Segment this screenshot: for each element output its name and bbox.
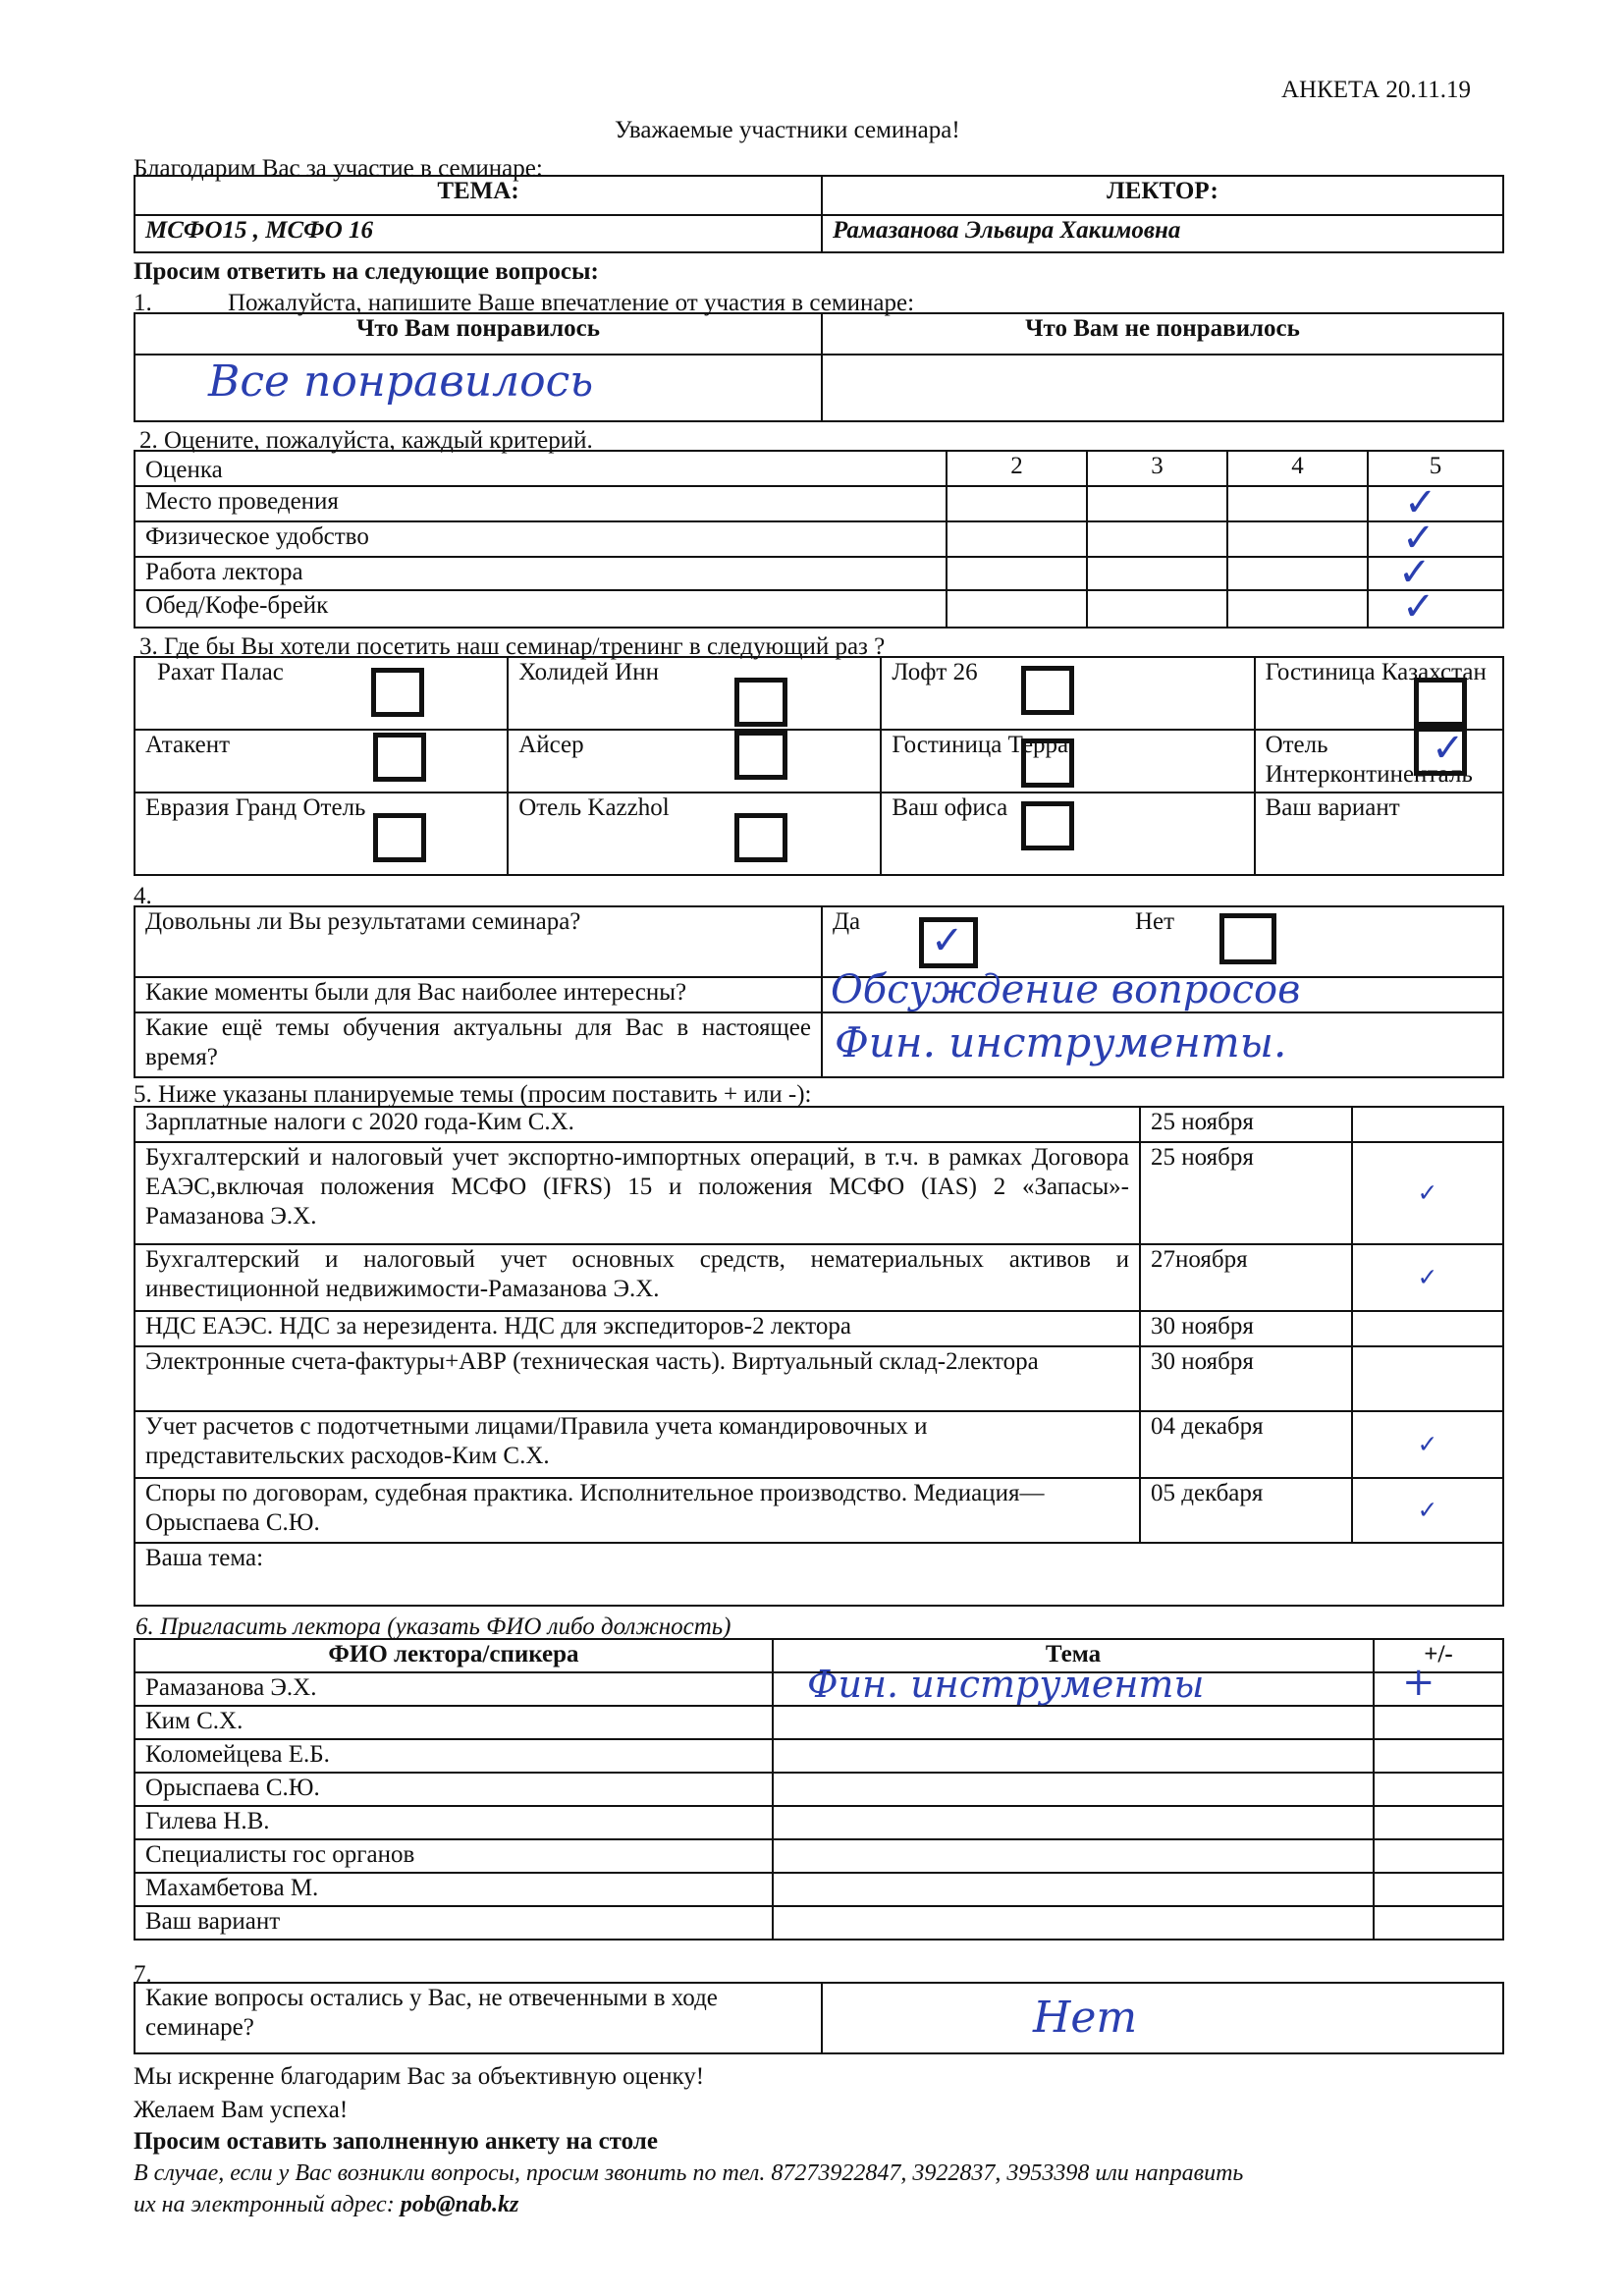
q7-answer-cell[interactable] <box>822 1983 1503 2053</box>
planned-date: 27ноября <box>1140 1244 1352 1311</box>
checkbox-holiday-inn[interactable] <box>734 678 787 727</box>
checkbox-aiser[interactable] <box>734 731 787 780</box>
venue-terra: Гостиница Терра <box>881 730 1254 793</box>
venue-rahat: Рахат Палас <box>135 657 508 730</box>
topic-value: МСФО15 , МСФО 16 <box>135 215 822 252</box>
checkbox-loft[interactable] <box>1021 666 1074 715</box>
your-topic[interactable]: Ваша тема: <box>135 1543 1503 1606</box>
lecturer-topic-cell[interactable] <box>773 1906 1374 1940</box>
disliked-header: Что Вам не понравилось <box>822 313 1503 355</box>
topic-table <box>134 175 1504 253</box>
q7-table <box>134 1982 1504 2054</box>
rating-cell[interactable] <box>1368 557 1503 590</box>
planned-date: 05 декбаря <box>1140 1478 1352 1543</box>
lecturer-mark-cell[interactable] <box>1374 1773 1503 1806</box>
q1-text: Пожалуйста, напишите Ваше впечатление от участия в семинаре: <box>228 290 915 316</box>
checkbox-rahat[interactable] <box>371 668 424 717</box>
criterion-venue: Место проведения <box>135 486 947 521</box>
rating-cell[interactable] <box>947 590 1087 628</box>
planned-topic: НДС ЕАЭС. НДС за нерезидента. НДС для экспедиторов-2 лектора <box>135 1311 1140 1346</box>
footer-wish: Желаем Вам успеха! <box>134 2097 349 2123</box>
lecturer-mark-cell[interactable] <box>1374 1706 1503 1739</box>
planned-date: 25 ноября <box>1140 1107 1352 1142</box>
planned-mark[interactable]: ✓ <box>1352 1478 1503 1543</box>
lecturer-mark-cell[interactable] <box>1374 1839 1503 1873</box>
footer-thanks: Мы искренне благодарим Вас за объективную оценку! <box>134 2063 705 2090</box>
score-5: 5 <box>1368 451 1503 486</box>
lecturer-mark-cell[interactable] <box>1374 1873 1503 1906</box>
rating-cell[interactable] <box>1227 521 1368 557</box>
rating-cell[interactable] <box>1087 590 1227 628</box>
checkmark-icon: ✓ <box>1404 480 1437 525</box>
interesting-question: Какие моменты были для Вас наиболее интересны? <box>135 977 822 1012</box>
planned-date: 30 ноября <box>1140 1311 1352 1346</box>
greeting: Уважаемые участники семинара! <box>615 117 960 143</box>
rating-cell[interactable] <box>1227 557 1368 590</box>
q2-title: 2. Оцените, пожалуйста, каждый критерий. <box>139 427 593 454</box>
planned-mark[interactable] <box>1352 1107 1503 1142</box>
checkmark-icon: ✓ <box>1398 550 1432 595</box>
checkbox-atakent[interactable] <box>373 733 426 782</box>
planned-topic: Учет расчетов с подотчетными лицами/Правила учета командировочных и представительских расходов-Ким С.Х. <box>135 1411 1140 1478</box>
interesting-answer: Обсуждение вопросов <box>831 967 1301 1012</box>
q5-title: 5. Ниже указаны планируемые темы (просим поставить + или -): <box>134 1081 812 1108</box>
checkmark-icon: ✓ <box>1402 516 1435 561</box>
venue-your-option: Ваш вариант <box>1255 793 1503 875</box>
form-id: АНКЕТА 20.11.19 <box>1281 77 1471 103</box>
criterion-coffee: Обед/Кофе-брейк <box>135 590 947 628</box>
rating-cell[interactable] <box>1368 590 1503 628</box>
venue-holiday-inn: Холидей Инн <box>508 657 881 730</box>
checkmark-icon: ✓ <box>1432 726 1465 771</box>
col-lecturer-name: ФИО лектора/спикера <box>135 1639 773 1672</box>
topic-header: ТЕМА: <box>135 176 822 215</box>
lecturer-name: Ким С.Х. <box>135 1706 773 1739</box>
q7-answer: Нет <box>1033 1993 1138 2043</box>
rating-cell[interactable] <box>1227 590 1368 628</box>
topics-answer: Фин. инструменты. <box>835 1018 1287 1066</box>
lecturer-mark-cell[interactable] <box>1374 1906 1503 1940</box>
score-4: 4 <box>1227 451 1368 486</box>
q7-question: Какие вопросы остались у Вас, не отвеченными в ходе семинаре? <box>135 1983 822 2053</box>
lecturer-topic-cell[interactable] <box>773 1773 1374 1806</box>
planned-mark[interactable]: ✓ <box>1352 1411 1503 1478</box>
footer-email-link[interactable]: pob@nab.kz <box>400 2192 519 2217</box>
lecturer-mark-cell[interactable] <box>1374 1739 1503 1773</box>
lecturer-name: Гилева Н.В. <box>135 1806 773 1839</box>
rating-cell[interactable] <box>1087 557 1227 590</box>
checkmark-icon: ✓ <box>1402 584 1435 629</box>
score-label: Оценка <box>135 451 947 486</box>
lecturer-mark-cell[interactable] <box>1374 1672 1503 1706</box>
lecturer-name: Махамбетова М. <box>135 1873 773 1906</box>
checkbox-your-office[interactable] <box>1021 801 1074 850</box>
rating-cell[interactable] <box>1087 486 1227 521</box>
lecturer-mark-answer: + <box>1402 1660 1435 1705</box>
no-label: Нет <box>1135 908 1175 935</box>
q3-title: 3. Где бы Вы хотели посетить наш семинар/тренинг в следующий раз ? <box>139 633 886 660</box>
lecturer-topic-cell[interactable] <box>773 1706 1374 1739</box>
rating-cell[interactable] <box>1087 521 1227 557</box>
footer-email-prefix: их на электронный адрес: <box>134 2192 401 2217</box>
planned-mark[interactable]: ✓ <box>1352 1142 1503 1244</box>
rating-cell[interactable] <box>947 486 1087 521</box>
footer-contact: В случае, если у Вас возникли вопросы, просим звонить по тел. 87273922847, 3922837, 3953398 или направить <box>134 2160 1244 2186</box>
footer-email-line <box>134 2190 518 2219</box>
planned-topic: Электронные счета-фактуры+АВР (техническая часть). Виртуальный склад-2лектора <box>135 1346 1140 1411</box>
q6-title: 6. Пригласить лектора (указать ФИО либо должность) <box>135 1613 731 1640</box>
q3-venue-table <box>134 656 1504 876</box>
planned-date: 25 ноября <box>1140 1142 1352 1244</box>
venue-your-office: Ваш офиса <box>881 793 1254 875</box>
liked-answer: Все понравилось <box>208 356 594 407</box>
planned-topic: Бухгалтерский и налоговый учет основных средств, нематериальных активов и инвестиционной недвижимости-Рамазанова Э.Х. <box>135 1244 1140 1311</box>
col-topic: Тема <box>773 1639 1374 1672</box>
rating-cell[interactable] <box>1368 516 1503 561</box>
q7-number: 7. <box>134 1961 152 1988</box>
venue-atakent: Атакент <box>135 730 508 793</box>
criterion-lecturer: Работа лектора <box>135 557 947 590</box>
checkbox-kazakhstan[interactable] <box>1414 678 1467 727</box>
checkbox-eurasia[interactable] <box>373 813 426 862</box>
lecturer-topic-cell[interactable] <box>773 1873 1374 1906</box>
lecturer-header: ЛЕКТОР: <box>822 176 1503 215</box>
lecturer-name: Рамазанова Э.Х. <box>135 1672 773 1706</box>
planned-date: 30 ноября <box>1140 1346 1352 1411</box>
venue-intercontinental: Отель Интерконтиненталь <box>1255 730 1503 793</box>
lecturer-topic-cell[interactable] <box>773 1739 1374 1773</box>
checkbox-terra[interactable] <box>1021 738 1074 788</box>
lecturer-topic-cell[interactable] <box>773 1839 1374 1873</box>
venue-kazzhol: Отель Kazzhol <box>508 793 881 875</box>
venue-loft: Лофт 26 <box>881 657 1254 730</box>
lecturer-value: Рамазанова Эльвира Хакимовна <box>822 215 1503 252</box>
planned-mark[interactable] <box>1352 1311 1503 1346</box>
q1-number: 1. <box>134 290 152 316</box>
topics-question: Какие ещё темы обучения актуальны для Вас в настоящее время? <box>135 1012 822 1077</box>
q2-rating-table <box>134 450 1504 629</box>
score-3: 3 <box>1087 451 1227 486</box>
lecturer-mark-cell[interactable] <box>1374 1806 1503 1839</box>
venue-aiser: Айсер <box>508 730 881 793</box>
planned-date: 04 декабря <box>1140 1411 1352 1478</box>
lecturer-name: Коломейцева Е.Б. <box>135 1739 773 1773</box>
lecturer-name: Специалисты гос органов <box>135 1839 773 1873</box>
planned-topic: Бухгалтерский и налоговый учет экспортно-импортных операций, в т.ч. в рамках Договора ЕАЭС,включая положения МСФО (IFRS) 15 и положения МСФО (IAS) 2 «Запасы»-Рамазанова Э.Х. <box>135 1142 1140 1244</box>
rating-cell[interactable] <box>947 557 1087 590</box>
planned-topic: Споры по договорам, судебная практика. Исполнительное производство. Медиация—Орыспаева С.Ю. <box>135 1478 1140 1543</box>
lecturer-topic-cell[interactable] <box>773 1806 1374 1839</box>
lecturer-topic-answer: Фин. инструменты <box>807 1663 1205 1706</box>
footer-instruction: Просим оставить заполненную анкету на столе <box>134 2128 658 2155</box>
lecturer-name: Орыспаева С.Ю. <box>135 1773 773 1806</box>
checkbox-kazzhol[interactable] <box>734 813 787 862</box>
disliked-answer-cell[interactable] <box>822 355 1503 421</box>
planned-mark[interactable] <box>1352 1346 1503 1411</box>
rating-cell[interactable] <box>947 521 1087 557</box>
rating-cell[interactable] <box>1227 486 1368 521</box>
checkbox-no[interactable] <box>1219 913 1276 964</box>
col-mark: +/- <box>1374 1639 1503 1672</box>
q4-number: 4. <box>134 883 152 909</box>
venue-eurasia: Евразия Гранд Отель <box>135 793 508 875</box>
q5-topics-table <box>134 1106 1504 1607</box>
criterion-comfort: Физическое удобство <box>135 521 947 557</box>
checkmark-icon: ✓ <box>931 918 964 963</box>
planned-topic: Зарплатные налоги с 2020 года-Ким С.Х. <box>135 1107 1140 1142</box>
score-2: 2 <box>947 451 1087 486</box>
planned-mark[interactable]: ✓ <box>1352 1244 1503 1311</box>
yes-label: Да <box>833 908 861 935</box>
thanks-line: Благодарим Вас за участие в семинаре: <box>134 155 543 182</box>
venue-kazakhstan: Гостиница Казахстан <box>1255 657 1503 730</box>
liked-header: Что Вам понравилось <box>135 313 822 355</box>
intro-text: Просим ответить на следующие вопросы: <box>134 258 599 285</box>
lecturer-name: Ваш вариант <box>135 1906 773 1940</box>
satisfied-question: Довольны ли Вы результатами семинара? <box>135 906 822 977</box>
